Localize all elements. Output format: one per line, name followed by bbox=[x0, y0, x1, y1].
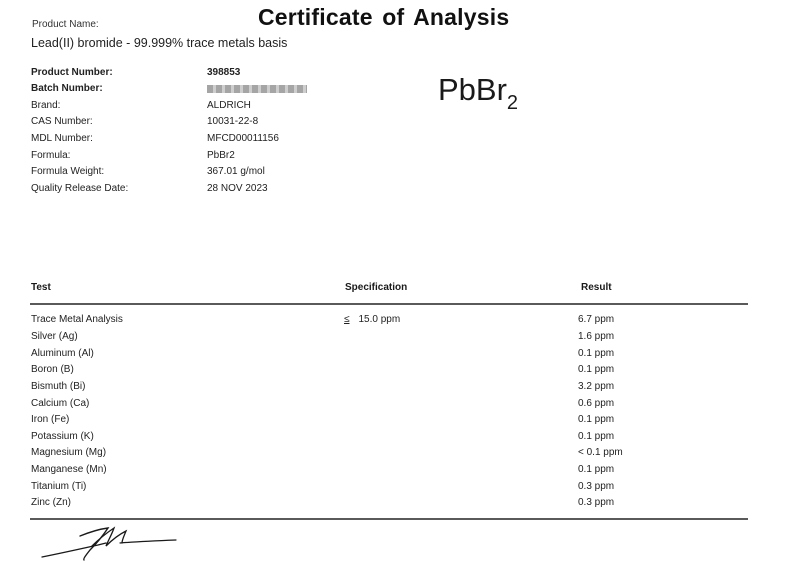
test-name: Bismuth (Bi) bbox=[31, 381, 86, 392]
table-row bbox=[0, 447, 792, 463]
formula-display bbox=[438, 72, 519, 114]
info-row-brand bbox=[31, 100, 331, 116]
test-name: Silver (Ag) bbox=[31, 331, 78, 342]
info-label: MDL Number: bbox=[31, 133, 93, 144]
table-row bbox=[0, 398, 792, 414]
product-name-value: Lead(II) bromide - 99.999% trace metals basis bbox=[31, 36, 288, 50]
info-value: ALDRICH bbox=[207, 100, 251, 111]
info-value: PbBr2 bbox=[207, 150, 235, 161]
info-value: 10031-22-8 bbox=[207, 116, 259, 127]
info-label: CAS Number: bbox=[31, 116, 93, 127]
test-name: Aluminum (Al) bbox=[31, 348, 94, 359]
redacted-batch-number bbox=[207, 85, 307, 93]
info-row-cas-number bbox=[31, 116, 331, 132]
info-row-quality-release-date bbox=[31, 183, 331, 199]
result-value: 0.3 ppm bbox=[578, 481, 615, 492]
table-row bbox=[0, 481, 792, 497]
table-row bbox=[0, 314, 792, 330]
table-row bbox=[0, 497, 792, 513]
spec-limit: 15.0 ppm bbox=[358, 314, 401, 325]
specification-value bbox=[344, 314, 400, 325]
result-value: 0.1 ppm bbox=[578, 364, 615, 375]
product-name-label: Product Name: bbox=[32, 19, 99, 30]
result-value: 6.7 ppm bbox=[578, 314, 615, 325]
result-value: 0.6 ppm bbox=[578, 398, 615, 409]
info-label: Product Number: bbox=[31, 67, 113, 78]
test-name: Boron (B) bbox=[31, 364, 74, 375]
test-name: Iron (Fe) bbox=[31, 414, 70, 425]
result-value: 0.1 ppm bbox=[578, 464, 615, 475]
signature-image bbox=[40, 524, 180, 562]
info-row-formula bbox=[31, 150, 331, 166]
info-row-product-number bbox=[31, 67, 331, 83]
table-row bbox=[0, 464, 792, 480]
info-label: Formula: bbox=[31, 150, 71, 161]
column-header-test: Test bbox=[31, 282, 51, 293]
footer-divider bbox=[30, 518, 748, 520]
test-name: Calcium (Ca) bbox=[31, 398, 90, 409]
info-label: Batch Number: bbox=[31, 83, 103, 94]
test-name: Potassium (K) bbox=[31, 431, 94, 442]
result-value: < 0.1 ppm bbox=[578, 447, 623, 458]
info-row-formula-weight bbox=[31, 166, 331, 182]
result-value: 0.1 ppm bbox=[578, 348, 615, 359]
info-value: 398853 bbox=[207, 67, 241, 78]
column-header-specification: Specification bbox=[345, 282, 408, 293]
result-value: 0.3 ppm bbox=[578, 497, 615, 508]
test-name: Trace Metal Analysis bbox=[31, 314, 123, 325]
table-row bbox=[0, 331, 792, 347]
test-name: Titanium (Ti) bbox=[31, 481, 87, 492]
result-value: 0.1 ppm bbox=[578, 431, 615, 442]
info-value: MFCD00011156 bbox=[207, 133, 279, 144]
test-name: Zinc (Zn) bbox=[31, 497, 71, 508]
table-row bbox=[0, 364, 792, 380]
info-row-batch-number bbox=[31, 83, 331, 99]
info-label: Brand: bbox=[31, 100, 61, 111]
formula-base: PbBr bbox=[438, 72, 507, 107]
result-value: 0.1 ppm bbox=[578, 414, 615, 425]
result-value: 1.6 ppm bbox=[578, 331, 615, 342]
result-value: 3.2 ppm bbox=[578, 381, 615, 392]
info-label: Quality Release Date: bbox=[31, 183, 129, 194]
document-title: Certificate of Analysis bbox=[258, 4, 510, 30]
formula-subscript: 2 bbox=[506, 92, 519, 114]
info-label: Formula Weight: bbox=[31, 166, 105, 177]
table-row bbox=[0, 431, 792, 447]
info-value: 28 NOV 2023 bbox=[207, 183, 268, 194]
table-row bbox=[0, 381, 792, 397]
less-equal-symbol: ≤ bbox=[344, 314, 350, 325]
table-row bbox=[0, 414, 792, 430]
column-header-result: Result bbox=[581, 282, 612, 293]
test-name: Manganese (Mn) bbox=[31, 464, 107, 475]
test-name: Magnesium (Mg) bbox=[31, 447, 107, 458]
info-value: 367.01 g/mol bbox=[207, 166, 265, 177]
info-row-mdl-number bbox=[31, 133, 331, 149]
header-divider bbox=[30, 303, 748, 305]
table-row bbox=[0, 348, 792, 364]
